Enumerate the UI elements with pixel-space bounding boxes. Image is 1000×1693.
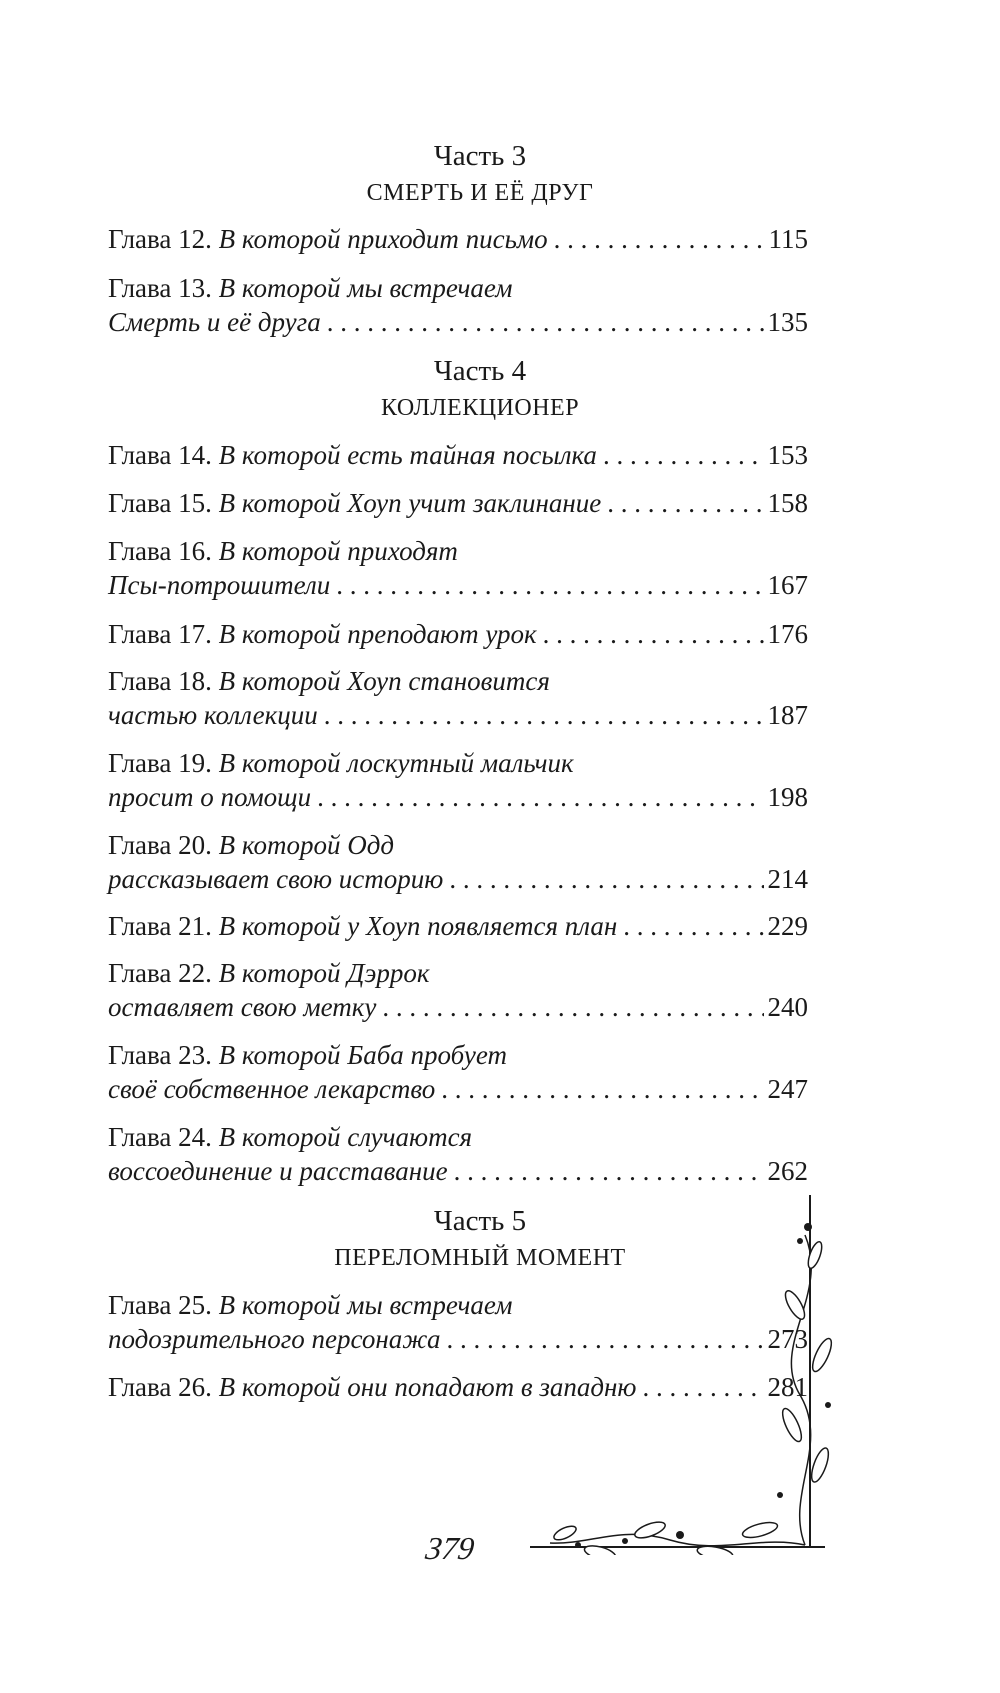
toc-entry-chapter-12[interactable] bbox=[108, 222, 808, 256]
part-3-title: Часть 3 bbox=[433, 140, 527, 172]
toc-entry-chapter-24[interactable] bbox=[108, 1120, 808, 1154]
page-ref: 240 bbox=[767, 992, 808, 1022]
toc-entry-chapter-19-cont[interactable] bbox=[108, 780, 808, 814]
part-4-title: Часть 4 bbox=[433, 355, 527, 387]
chapter-number: Глава 16. bbox=[108, 536, 212, 566]
toc-entry-chapter-16[interactable] bbox=[108, 534, 808, 568]
dot-leader bbox=[554, 222, 765, 256]
chapter-title-cont: оставляет свою метку bbox=[108, 992, 377, 1022]
toc-entry-chapter-17[interactable] bbox=[108, 617, 808, 651]
chapter-title: В которой мы встречаем bbox=[218, 1290, 513, 1320]
toc-entry-chapter-13[interactable] bbox=[108, 271, 808, 305]
toc-entry-chapter-20-cont[interactable] bbox=[108, 862, 808, 896]
chapter-title: В которой Дэррок bbox=[218, 958, 430, 988]
chapter-number: Глава 25. bbox=[108, 1290, 212, 1320]
chapter-number: Глава 18. bbox=[108, 666, 212, 696]
chapter-title-cont: своё собственное лекарство bbox=[108, 1074, 436, 1104]
chapter-number: Глава 26. bbox=[108, 1372, 212, 1402]
toc-entry-chapter-21[interactable] bbox=[108, 909, 808, 943]
chapter-title-cont: частью коллекции bbox=[108, 700, 318, 730]
chapter-number: Глава 24. bbox=[108, 1122, 212, 1152]
dot-leader bbox=[454, 1154, 764, 1188]
toc-entry-chapter-23[interactable] bbox=[108, 1038, 808, 1072]
part-4-subtitle: КОЛЛЕКЦИОНЕР bbox=[380, 395, 580, 421]
chapter-title-cont: Смерть и её друга bbox=[108, 307, 321, 337]
toc-entry-chapter-20[interactable] bbox=[108, 828, 808, 862]
chapter-number: Глава 17. bbox=[108, 619, 212, 649]
chapter-number: Глава 22. bbox=[108, 958, 212, 988]
dot-leader bbox=[382, 990, 763, 1024]
page-ref: 158 bbox=[767, 488, 808, 518]
chapter-title: В которой приходят bbox=[218, 536, 458, 566]
dot-leader bbox=[449, 862, 763, 896]
page-ref: 187 bbox=[767, 700, 808, 730]
page-ref: 167 bbox=[767, 570, 808, 600]
chapter-title: В которой Хоуп становится bbox=[218, 666, 550, 696]
page-ref: 247 bbox=[767, 1074, 808, 1104]
chapter-title: В которой есть тайная посылка bbox=[218, 440, 597, 470]
chapter-number: Глава 14. bbox=[108, 440, 212, 470]
chapter-title-cont: подозрительного персонажа bbox=[108, 1324, 441, 1354]
page-number: 379 bbox=[423, 1530, 477, 1566]
page-ref: 153 bbox=[767, 440, 808, 470]
toc-entry-chapter-13-cont[interactable] bbox=[108, 305, 808, 339]
page-ref: 198 bbox=[767, 782, 808, 812]
chapter-title: В которой мы встречаем bbox=[218, 273, 513, 303]
chapter-title-cont: просит о помощи bbox=[108, 782, 312, 812]
chapter-title-cont: Псы-потрошители bbox=[108, 570, 331, 600]
dot-leader bbox=[607, 486, 763, 520]
toc-entry-chapter-19[interactable] bbox=[108, 746, 808, 780]
toc-entry-chapter-22[interactable] bbox=[108, 956, 808, 990]
dot-leader bbox=[317, 780, 763, 814]
page-ref: 115 bbox=[768, 224, 808, 254]
toc-entry-chapter-23-cont[interactable] bbox=[108, 1072, 808, 1106]
chapter-title: В которой они попадают в западню bbox=[218, 1372, 637, 1402]
chapter-title: В которой Одд bbox=[218, 830, 395, 860]
dot-leader bbox=[327, 305, 764, 339]
dot-leader bbox=[336, 568, 763, 602]
chapter-title: В которой Хоуп учит заклинание bbox=[218, 488, 602, 518]
chapter-number: Глава 20. bbox=[108, 830, 212, 860]
chapter-number: Глава 15. bbox=[108, 488, 212, 518]
part-5-title: Часть 5 bbox=[433, 1205, 527, 1237]
chapter-title: В которой приходит письмо bbox=[218, 224, 548, 254]
chapter-number: Глава 23. bbox=[108, 1040, 212, 1070]
dot-leader bbox=[623, 909, 763, 943]
toc-entry-chapter-14[interactable] bbox=[108, 438, 808, 472]
toc-entry-chapter-18[interactable] bbox=[108, 664, 808, 698]
chapter-title: В которой у Хоуп появляется план bbox=[218, 911, 618, 941]
page-ref: 262 bbox=[767, 1156, 808, 1186]
toc-entry-chapter-16-cont[interactable] bbox=[108, 568, 808, 602]
page-ref: 135 bbox=[767, 307, 808, 337]
chapter-title: В которой преподают урок bbox=[218, 619, 537, 649]
page-ref: 176 bbox=[767, 619, 808, 649]
page-ref: 281 bbox=[767, 1372, 808, 1402]
part-5-subtitle: ПЕРЕЛОМНЫЙ МОМЕНТ bbox=[334, 1245, 626, 1271]
chapter-title: В которой случаются bbox=[218, 1122, 473, 1152]
chapter-title: В которой Баба пробует bbox=[218, 1040, 507, 1070]
chapter-number: Глава 12. bbox=[108, 224, 212, 254]
page-ref: 214 bbox=[767, 864, 808, 894]
toc-entry-chapter-15[interactable] bbox=[108, 486, 808, 520]
chapter-title: В которой лоскутный мальчик bbox=[218, 748, 574, 778]
page-ref: 229 bbox=[767, 911, 808, 941]
dot-leader bbox=[603, 438, 764, 472]
toc-entry-chapter-22-cont[interactable] bbox=[108, 990, 808, 1024]
chapter-title-cont: рассказывает свою историю bbox=[108, 864, 444, 894]
part-3-subtitle: СМЕРТЬ И ЕЁ ДРУГ bbox=[366, 180, 594, 206]
chapter-number: Глава 13. bbox=[108, 273, 212, 303]
toc-entry-chapter-24-cont[interactable] bbox=[108, 1154, 808, 1188]
chapter-number: Глава 19. bbox=[108, 748, 212, 778]
chapter-number: Глава 21. bbox=[108, 911, 212, 941]
dot-leader bbox=[324, 698, 764, 732]
toc-entry-chapter-18-cont[interactable] bbox=[108, 698, 808, 732]
dot-leader bbox=[441, 1072, 763, 1106]
floral-corner-ornament-icon bbox=[530, 1195, 860, 1555]
dot-leader bbox=[543, 617, 764, 651]
chapter-title-cont: воссоединение и расставание bbox=[108, 1156, 448, 1186]
page-ref: 273 bbox=[767, 1324, 808, 1354]
